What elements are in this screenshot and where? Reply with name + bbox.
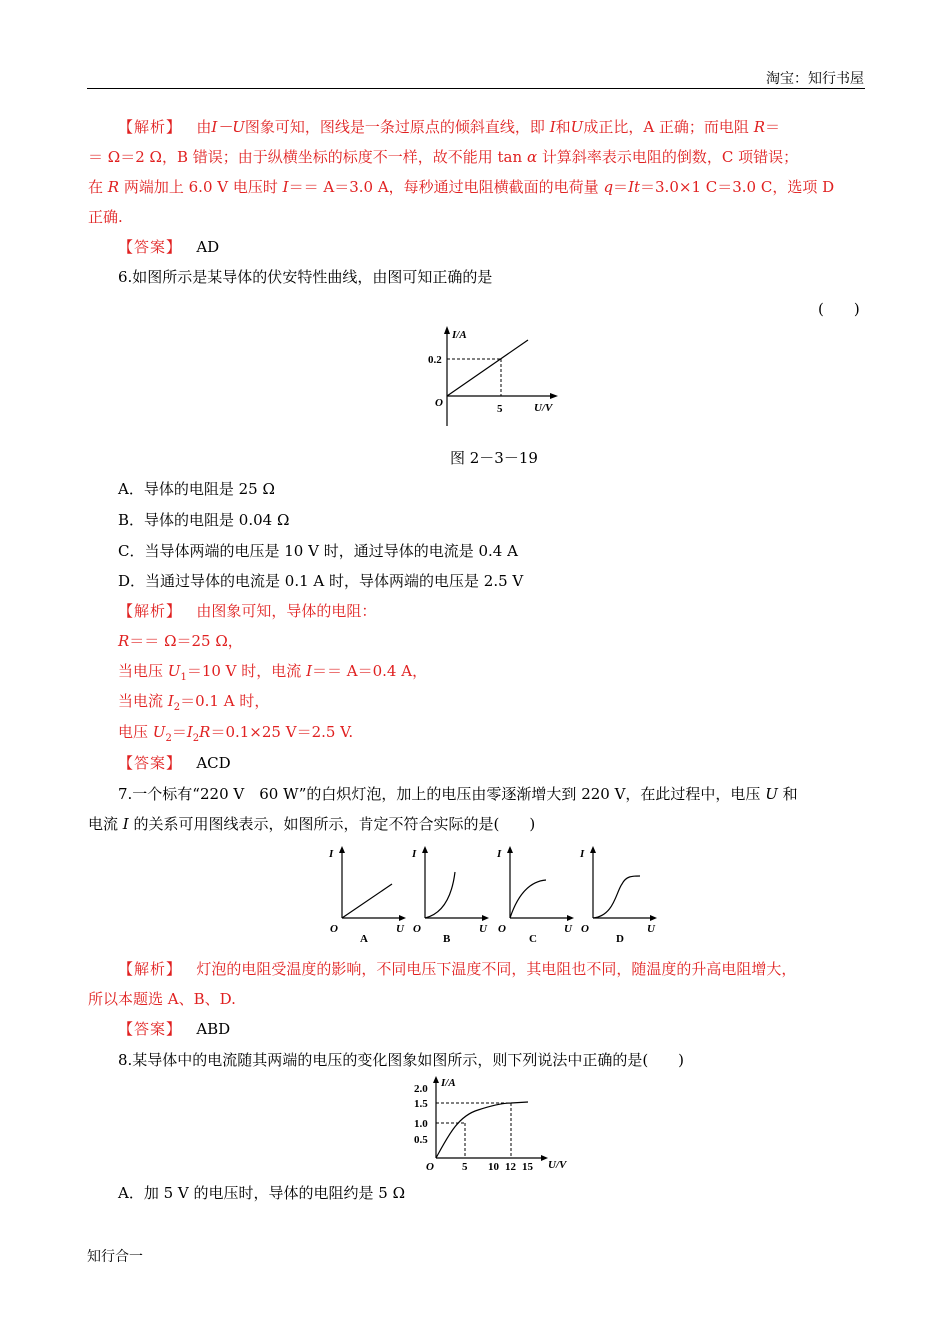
q6-option-a: A．导体的电阻是 25 Ω [118, 480, 275, 498]
svg-text:I: I [329, 848, 334, 860]
q7-stem-line1: 7.一个标有“220 V 60 W”的白炽灯泡，加上的电压由零逐渐增大到 220 V，在此过程中，电压 U 和 [118, 785, 798, 803]
q8-option-a: A．加 5 V 的电压时，导体的电阻约是 5 Ω [118, 1184, 406, 1202]
q5-analysis-line2: ＝ Ω＝2 Ω，B 错误；由于纵横坐标的标度不一样，故不能用 tan α 计算斜率表示电阻的倒数，C 项错误； [88, 148, 799, 166]
q6-analysis-line4: 当电流 $I_2=0.1$ A 时， [118, 692, 270, 713]
q6-analysis-line3: 当电压 $U_1=10$ V 时，电流 I＝＝ A＝0.4 A， [118, 662, 428, 683]
x-axis-label: U/V [548, 1159, 567, 1171]
q5-answer [118, 236, 219, 257]
q8-stem: 8.某导体中的电流随其两端的电压的变化图象如图所示，则下列说法中正确的是( ) [118, 1051, 685, 1069]
svg-text:I: I [497, 848, 502, 860]
q7-analysis-line2: 所以本题选 A、B、D. [88, 990, 236, 1008]
header-rule [87, 88, 865, 89]
origin-label: O [426, 1161, 434, 1173]
q6-answer-paren: ( ) [818, 300, 860, 318]
answer-value: ACD [196, 754, 231, 772]
q6-answer [118, 752, 231, 773]
q6-option-d: D．当通过导体的电流是 0.1 A 时，导体两端的电压是 2.5 V [118, 572, 524, 590]
svg-text:U: U [647, 923, 655, 935]
y-axis-label: I/A [452, 329, 467, 341]
svg-text:I: I [580, 848, 585, 860]
q6-option-c: C．当导体两端的电压是 10 V 时，通过导体的电流是 0.4 A [118, 542, 518, 560]
q6-option-b: B．导体的电阻是 0.04 Ω [118, 511, 290, 529]
answer-label: 【答案】 [118, 238, 183, 256]
analysis-label: 【解析】 [118, 602, 183, 620]
svg-text:U: U [396, 923, 404, 935]
svg-text:D: D [616, 933, 624, 945]
answer-label: 【答案】 [118, 754, 183, 772]
svg-text:0.5: 0.5 [414, 1134, 428, 1146]
svg-text:10: 10 [488, 1161, 499, 1173]
q5-analysis-line1: 【解析】 由I－U图象可知，图线是一条过原点的倾斜直线，即 I和U成正比，A 正确；而电阻 R＝ [118, 118, 781, 136]
graph-b [411, 846, 489, 945]
footer-text: 知行合一 [87, 1249, 143, 1265]
origin-label: O [435, 397, 443, 409]
q6-iu-graph [424, 324, 560, 432]
q7-answer [118, 1018, 230, 1039]
x-axis-label: U/V [534, 402, 553, 414]
svg-text:1.0: 1.0 [414, 1118, 428, 1130]
graph-a [328, 846, 406, 945]
q5-analysis-line3: 在 R 两端加上 6.0 V 电压时 I＝＝ A＝3.0 A，每秒通过电阻横截面的电荷量 q＝It＝3.0×1 C＝3.0 C，选项 D [88, 178, 835, 196]
graph-c [496, 846, 574, 945]
y-axis-label: I/A [441, 1077, 456, 1089]
q8-iu-graph [408, 1074, 576, 1174]
header-shop: 淘宝：知行书屋 [766, 71, 864, 87]
svg-text:U: U [479, 923, 487, 935]
analysis-label: 【解析】 [118, 118, 183, 136]
svg-text:C: C [529, 933, 537, 945]
svg-text:1.5: 1.5 [414, 1098, 428, 1110]
answer-value: ABD [196, 1020, 231, 1038]
q6-analysis-line2: R＝＝ Ω＝25 Ω， [118, 632, 243, 650]
q7-graphs [322, 842, 666, 946]
q6-stem: 6.如图所示是某导体的伏安特性曲线，由图可知正确的是 [118, 268, 493, 286]
q7-stem-line2: 电流 I 的关系可用图线表示，如图所示，肯定不符合实际的是( ) [88, 815, 536, 833]
analysis-label: 【解析】 [118, 960, 183, 978]
y-tick-label: 0.2 [428, 354, 442, 366]
svg-text:O: O [498, 923, 506, 935]
svg-text:A: A [360, 933, 368, 945]
answer-value: AD [196, 238, 220, 256]
svg-text:2.0: 2.0 [414, 1083, 428, 1095]
x-tick-label: 5 [497, 403, 503, 415]
q6-analysis-line5: 电压 $U_2=I_2R=0.1\times 25$ V＝2.5 V. [118, 723, 354, 744]
svg-text:O: O [413, 923, 421, 935]
q6-analysis-line1: 【解析】 由图象可知，导体的电阻： [118, 602, 377, 620]
svg-text:5: 5 [462, 1161, 468, 1173]
svg-text:B: B [443, 933, 451, 945]
svg-text:12: 12 [505, 1161, 516, 1173]
svg-text:15: 15 [522, 1161, 533, 1173]
q5-analysis-line4: 正确. [88, 208, 123, 226]
q6-figure-caption: 图 2－3－19 [450, 449, 538, 467]
q7-analysis-line1: 【解析】 灯泡的电阻受温度的影响，不同电压下温度不同，其电阻也不同，随温度的升高电阻增大， [118, 960, 797, 978]
svg-text:U: U [564, 923, 572, 935]
graph-d [579, 846, 657, 945]
svg-text:I: I [412, 848, 417, 860]
svg-text:O: O [581, 923, 589, 935]
svg-text:O: O [330, 923, 338, 935]
answer-label: 【答案】 [118, 1020, 183, 1038]
